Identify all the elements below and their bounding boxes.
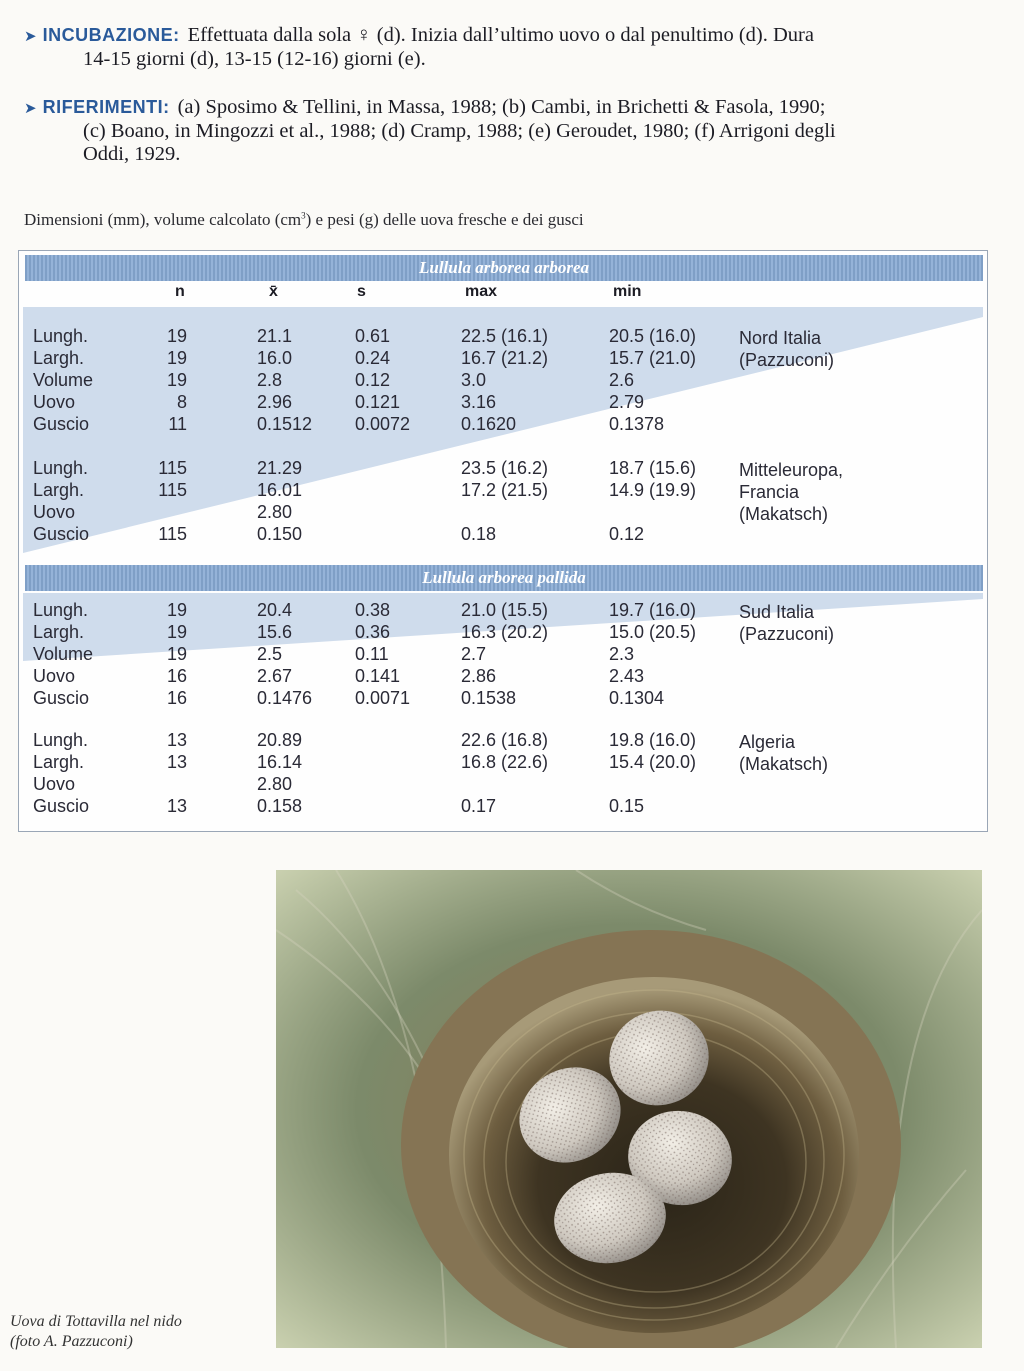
table-location: (Makatsch) [739,754,829,774]
column-header-s: s [357,283,366,300]
table-cell-min: 15.7 (21.0) [609,348,697,368]
references-heading: RIFERIMENTI: [42,97,170,117]
table-cell-n: 115 [158,458,187,478]
table-cell-n: 19 [166,600,187,620]
table-cell-n: 19 [166,326,187,346]
table-cell-min: 20.5 (16.0) [609,326,697,346]
table-cell-mean: 21.1 [257,326,293,346]
table-cell-mean: 2.80 [257,502,293,522]
table-location: Algeria [739,732,796,752]
table-cell-n: 115 [158,480,187,500]
table-cell-mean: 0.158 [257,796,303,816]
references-paragraph [24,96,999,166]
table-location: (Pazzuconi) [739,624,835,644]
table-cell-max: 0.1620 [461,414,517,434]
table-cell-max: 0.18 [461,524,497,544]
table-cell-n: 19 [166,348,187,368]
column-header-max: max [465,283,498,300]
nest-photo [276,870,982,1348]
table-cell-min: 2.79 [609,392,645,412]
references-text-line1: (a) Sposimo & Tellini, in Massa, 1988; (b) Cambi, in Brichetti & Fasola, 1990; [177,96,826,118]
table-location: (Pazzuconi) [739,350,835,370]
table-location: Francia [739,482,800,502]
subspecies-band: Lullula arborea arborea [25,255,983,281]
table-cell-label: Volume [33,644,94,664]
table-cell-mean: 20.4 [257,600,293,620]
table-cell-min: 0.1304 [609,688,665,708]
table-cell-mean: 16.0 [257,348,293,368]
table-cell-s: 0.0072 [355,414,411,434]
table-cell-mean: 21.29 [257,458,303,478]
table-cell-label: Largh. [33,348,85,368]
table-cell-min: 2.43 [609,666,645,686]
incubation-heading: INCUBAZIONE: [42,25,180,45]
table-cell-max: 0.1538 [461,688,517,708]
table-cell-min: 19.7 (16.0) [609,600,697,620]
table-cell-mean: 0.1512 [257,414,313,434]
table-cell-mean: 0.150 [257,524,303,544]
table-cell-min: 15.0 (20.5) [609,622,697,642]
table-cell-min: 18.7 (15.6) [609,458,697,478]
references-text-line3: Oddi, 1929. [83,143,181,165]
table-cell-s: 0.121 [355,392,401,412]
subspecies-band: Lullula arborea pallida [25,565,983,591]
table-cell-n: 8 [176,392,187,412]
table-location: Sud Italia [739,602,815,622]
table-cell-s: 0.141 [355,666,401,686]
table-cell-min: 0.15 [609,796,645,816]
table-cell-n: 16 [166,688,187,708]
table-cell-label: Guscio [33,688,90,708]
table-cell-max: 2.7 [461,644,487,664]
table-cell-label: Volume [33,370,94,390]
arrow-bullet-icon: ➤ [24,99,37,117]
table-cell-min: 15.4 (20.0) [609,752,697,772]
table-cell-n: 11 [168,414,187,434]
table-location: Mitteleuropa, [739,460,844,480]
table-cell-label: Largh. [33,480,85,500]
arrow-bullet-icon: ➤ [24,27,37,45]
table-cell-n: 13 [166,796,187,816]
table-cell-label: Lungh. [33,458,89,478]
table-cell-s: 0.12 [355,370,391,390]
table-cell-label: Uovo [33,502,76,522]
table-cell-max: 3.0 [461,370,487,390]
table-cell-max: 3.16 [461,392,497,412]
incubation-text-line1: Effettuata dalla sola ♀ (d). Inizia dall’ultimo uovo o dal penultimo (d). Dura [187,24,814,46]
photo-caption-line2: (foto A. Pazzuconi) [10,1333,133,1350]
table-caption: Dimensioni (mm), volume calcolato $(cm^3)$ e pesi (g) delle uova fresche e dei gusci [24,210,584,229]
table-cell-label: Largh. [33,622,85,642]
table-cell-max: 22.5 (16.1) [461,326,549,346]
table-cell-max: 17.2 (21.5) [461,480,549,500]
table-cell-min: 14.9 (19.9) [609,480,697,500]
table-location: Nord Italia [739,328,822,348]
table-cell-mean: 20.89 [257,730,303,750]
column-header-mean: x̄ [269,283,278,300]
table-cell-n: 13 [166,730,187,750]
column-header-min: min [613,283,642,300]
table-cell-mean: 16.01 [257,480,303,500]
column-header-n: n [175,283,185,300]
table-cell-min: 2.6 [609,370,635,390]
table-cell-max: 2.86 [461,666,497,686]
table-cell-label: Uovo [33,392,76,412]
table-cell-max: 0.17 [461,796,497,816]
table-cell-max: 22.6 (16.8) [461,730,549,750]
table-cell-min: 19.8 (16.0) [609,730,697,750]
table-cell-label: Lungh. [33,600,89,620]
table-cell-label: Guscio [33,796,90,816]
table-cell-max: 16.8 (22.6) [461,752,549,772]
table-cell-s: 0.0071 [355,688,411,708]
table-cell-n: 13 [166,752,187,772]
table-cell-mean: 16.14 [257,752,303,772]
table-cell-min: 0.12 [609,524,645,544]
table-cell-mean: 0.1476 [257,688,313,708]
table-cell-mean: 2.96 [257,392,293,412]
table-cell-n: 19 [166,370,187,390]
table-cell-n: 16 [166,666,187,686]
table-cell-max: 23.5 (16.2) [461,458,549,478]
egg-measurements-table [18,250,988,832]
table-cell-s: 0.24 [355,348,391,368]
table-cell-min: 2.3 [609,644,635,664]
table-cell-s: 0.11 [355,644,389,664]
table-cell-mean: 15.6 [257,622,293,642]
table-cell-label: Guscio [33,414,90,434]
table-location: (Makatsch) [739,504,829,524]
incubation-text-line2: 14-15 giorni (d), 13-15 (12-16) giorni (e). [83,48,426,70]
table-cell-s: 0.36 [355,622,391,642]
references-text-line2: (c) Boano, in Mingozzi et al., 1988; (d) Cramp, 1988; (e) Geroudet, 1980; (f) Arrigoni degli [83,120,836,142]
table-cell-n: 19 [166,644,187,664]
table-cell-mean: 2.80 [257,774,293,794]
table-cell-label: Lungh. [33,326,89,346]
table-cell-s: 0.38 [355,600,391,620]
photo-caption-line1: Uova di Tottavilla nel nido [10,1313,182,1330]
table-cell-max: 16.3 (20.2) [461,622,549,642]
table-cell-n: 19 [166,622,187,642]
photo-caption [10,1312,182,1352]
table-cell-label: Largh. [33,752,85,772]
table-cell-max: 21.0 (15.5) [461,600,549,620]
nest-with-eggs-image [276,870,982,1348]
table-cell-label: Uovo [33,666,76,686]
incubation-paragraph [24,24,999,71]
table-cell-mean: 2.8 [257,370,283,390]
table-cell-n: 115 [158,524,187,544]
table-cell-label: Guscio [33,524,90,544]
table-cell-max: 16.7 (21.2) [461,348,549,368]
table-cell-label: Uovo [33,774,76,794]
table-cell-mean: 2.67 [257,666,293,686]
table-cell-s: 0.61 [355,326,391,346]
table-cell-label: Lungh. [33,730,89,750]
table-cell-min: 0.1378 [609,414,665,434]
table-cell-mean: 2.5 [257,644,283,664]
